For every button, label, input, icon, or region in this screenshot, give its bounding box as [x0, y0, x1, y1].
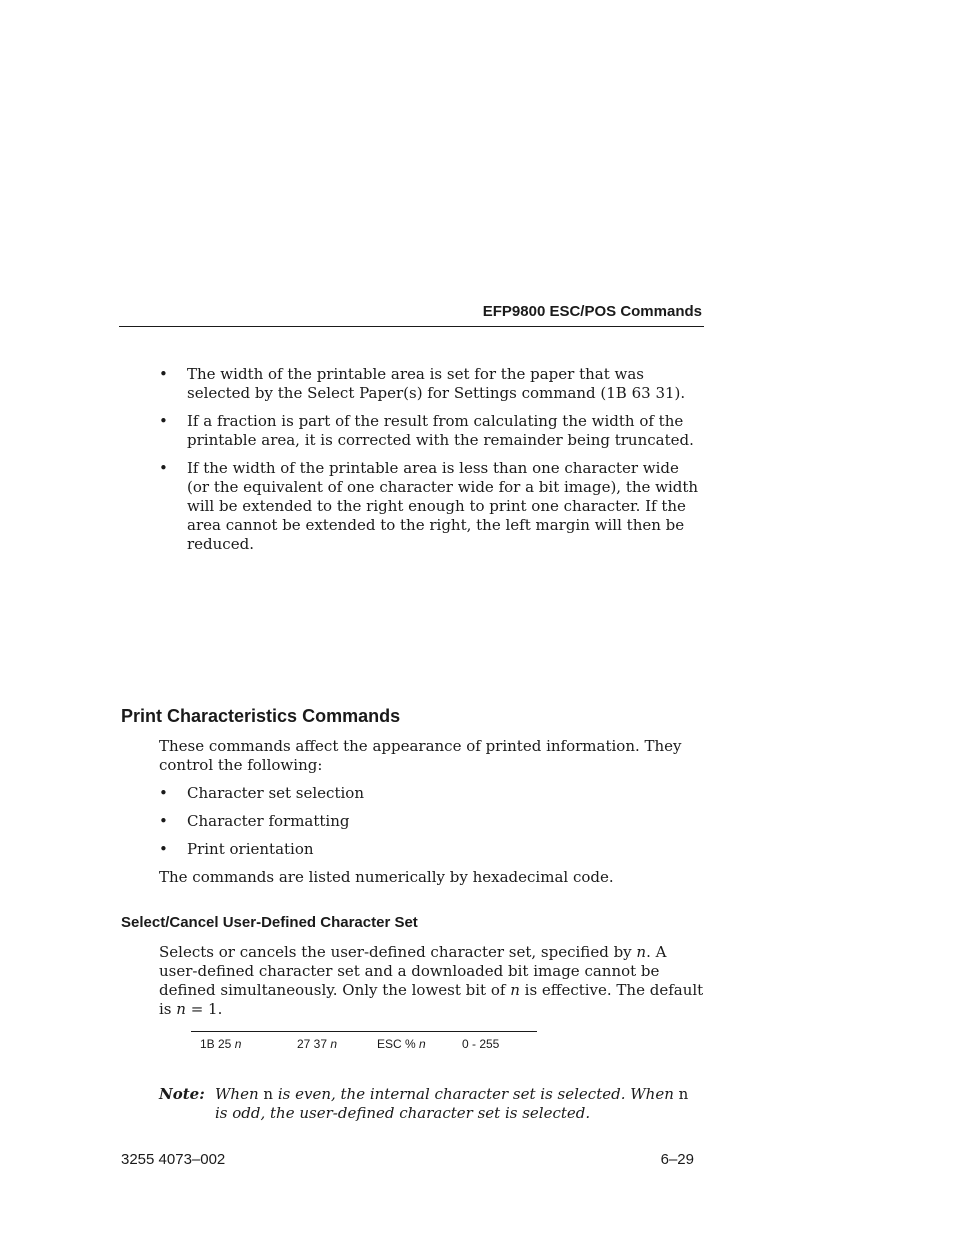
param-n: n: [234, 1037, 242, 1051]
hex-code: 1B 25: [200, 1037, 232, 1051]
running-header: EFP9800 ESC/POS Commands: [482, 303, 702, 320]
param-n: n: [678, 1085, 689, 1103]
list-item: [159, 840, 704, 859]
bullet-text: If the width of the printable area is less than one character wide (or the equivalent of one character wide for a bit image), the width will be extended to the right enough to print one character. If the area cannot be extended to the right, the left margin will then be reduced.: [187, 459, 699, 553]
bullet-glyph: •: [159, 812, 168, 830]
param-n: n: [510, 981, 520, 999]
page-number: 6–29: [660, 1151, 694, 1168]
bullet-glyph: •: [159, 784, 168, 802]
bullet-glyph: •: [159, 412, 168, 430]
command-decimal: [297, 1037, 337, 1051]
param-n: n: [330, 1037, 338, 1051]
note-label: Note:: [159, 1085, 205, 1103]
commands-listed-note: The commands are listed numerically by hexadecimal code.: [159, 868, 614, 886]
bullet-glyph: •: [159, 459, 168, 477]
command-hex: [200, 1037, 241, 1051]
bullet-text: Character set selection: [187, 784, 364, 802]
list-item: [159, 365, 704, 403]
bullet-text: The width of the printable area is set for the paper that was selected by the Select Paper(s) for Settings command (1B 63 31).: [187, 365, 686, 402]
bullet-text: Character formatting: [187, 812, 350, 830]
list-item: [159, 459, 704, 554]
desc-text: is effective. The default is: [159, 981, 704, 1018]
param-n: n: [176, 1000, 186, 1018]
list-item: [159, 412, 704, 450]
list-item: [159, 812, 704, 831]
desc-text: Selects or cancels the user-defined character set, specified by: [159, 943, 637, 961]
note-text-part: is even, the internal character set is selected. When: [273, 1085, 679, 1103]
bullet-text: Print orientation: [187, 840, 314, 858]
command-ascii: [377, 1037, 426, 1051]
document-number: 3255 4073–002: [121, 1151, 226, 1168]
param-n: n: [419, 1037, 426, 1051]
desc-text: = 1.: [185, 1000, 223, 1018]
bullet-text: If a fraction is part of the result from calculating the width of the printable area, it is corrected with the remainder being truncated.: [187, 412, 694, 449]
bullet-glyph: •: [159, 840, 168, 858]
section-intro: These commands affect the appearance of printed information. They control the following:: [159, 737, 682, 774]
ascii-code: ESC %: [377, 1037, 416, 1051]
param-n: n: [636, 943, 647, 961]
desc-text: . A user-defined character set and a downloaded bit image cannot be defined simultaneously. Only the lowest bit of: [159, 943, 667, 999]
list-item: [159, 784, 704, 803]
subsection-description: [159, 943, 704, 1019]
command-range: 0 - 255: [462, 1037, 500, 1051]
bullet-glyph: •: [159, 365, 168, 383]
note-text: [215, 1085, 695, 1123]
subsection-title: Select/Cancel User-Defined Character Set: [121, 914, 418, 931]
note-text-part: is odd, the user-defined character set is selected.: [215, 1104, 591, 1122]
section-title: Print Characteristics Commands: [121, 706, 401, 726]
print-characteristics-list: [159, 784, 704, 868]
decimal-code: 27 37: [297, 1037, 328, 1051]
printable-area-bullet-list: [159, 365, 704, 563]
header-rule: [119, 326, 704, 327]
param-n: n: [263, 1085, 274, 1103]
note-text-part: When: [215, 1085, 264, 1103]
command-table-rule: [191, 1031, 537, 1032]
